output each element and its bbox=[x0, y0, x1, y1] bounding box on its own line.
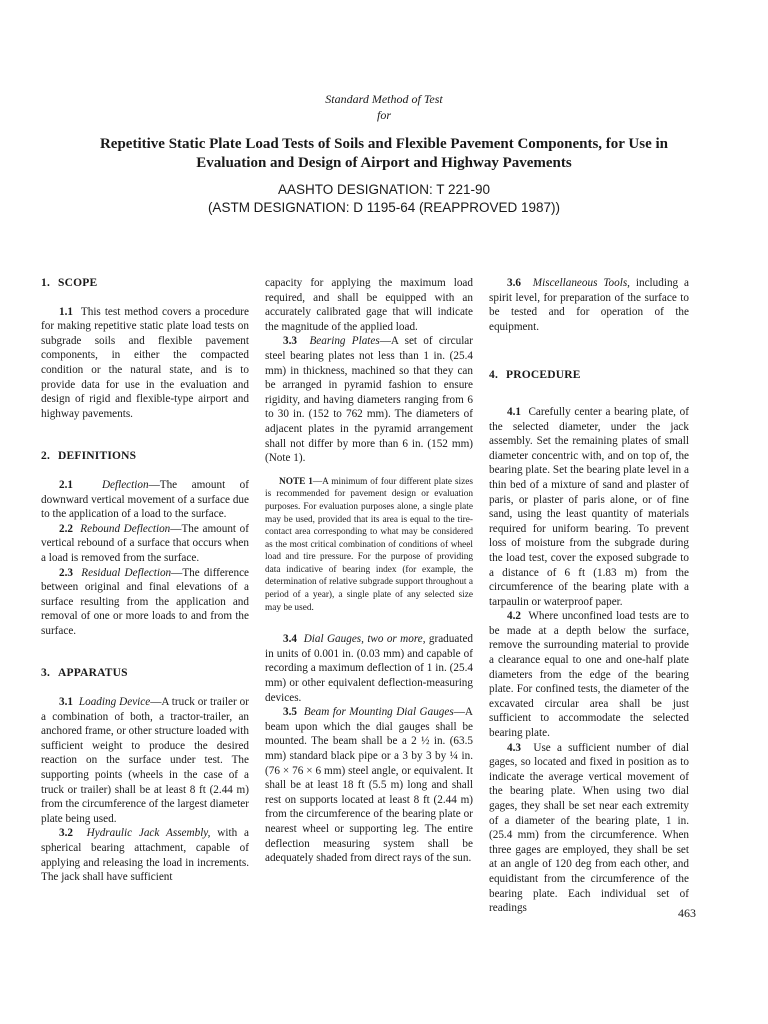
aashto-designation: AASHTO DESIGNATION: T 221-90 bbox=[277, 182, 491, 197]
paragraph-3-1: 3.1 Loading Device—A truck or trailer or a combination of both, a tractor-trailer, an anchored frame, or other structure loaded with sufficient weight to produce the desired reaction on the surface under test. The supporting points (wheels in the case of a truck or trailer) shall be at least 8 ft (2.44 m) from the circumference of the largest diameter plate being used. bbox=[41, 696, 249, 825]
paragraph-3-2-continued: capacity for applying the maximum load required, and shall be equipped with an accurately calibrated gage that will indicate the magnitude of the applied load. bbox=[265, 277, 473, 333]
paragraph-4-2: 4.2 Where unconfined load tests are to be made at a depth below the surface, remove the surrounding material to provide a clearance equal to one and one-half plate diameters from the edge of the bearing plate. For confined tests, the diameter of the excavated circular area shall be just sufficient to accommodate the selected bearing plate. bbox=[489, 610, 689, 740]
paragraph-1-1: 1.1 This test method covers a procedure for making repetitive static plate load tests on subgrade soils and flexible pavement components, in either the compacted condition or the natural state, and is to provide data for use in the evaluation and design of rigid and flexible-type airport and highway pavements. bbox=[41, 305, 249, 420]
document-title-line-2: Evaluation and Design of Airport and Highway Pavements bbox=[196, 155, 572, 171]
paragraph-4-1: 4.1 Carefully center a bearing plate, of the selected diameter, under the jack assembly. Set the remaining plates of small diameter concentric with, and on top of, the bearing plate. Set the bearing plate level in a thin bed of a mixture of sand and plaster of paris, or plaster of paris alone, or of fine sand, using the least quantity of materials required for uniform bearing. To prevent loss of moisture from the subgrade during the load test, cover the exposed subgrade to a distance of 6 ft (1.83 m) from the circumference of the bearing plate with a tarpaulin or waterproof paper. bbox=[489, 405, 689, 608]
section-heading-procedure: 4. PROCEDURE bbox=[489, 369, 581, 382]
pre-title-standard-method: Standard Method of Test bbox=[325, 92, 443, 106]
note-1: NOTE 1—A minimum of four different plate sizes is recommended for pavement design or evaluation purposes. For evaluation purposes alone, a single plate may be used, provided that its area is equal to the tire-contact area corresponding to what may be considered as the most critical combination of conditions of wheel load and tire pressure. For the purpose of providing data indicative of bearing index (for example, the determination of relative subgrade support throughout a period of a year), a single plate of any selected size may be used. bbox=[265, 476, 473, 613]
astm-designation: (ASTM DESIGNATION: D 1195-64 (REAPPROVED 1987)) bbox=[207, 200, 561, 215]
paragraph-3-4: 3.4 Dial Gauges, two or more, graduated in units of 0.001 in. (0.03 mm) and capable of recording a maximum deflection of 1 in. (25.4 mm) or other equivalent deflection-measuring devices. bbox=[265, 633, 474, 704]
section-heading-definitions: 2. DEFINITIONS bbox=[41, 450, 137, 463]
paragraph-4-3: 4.3 Use a sufficient number of dial gages, so located and fixed in position as to indicate the average vertical movement of the bearing plate. When using two dial gages, they shall be set near each extremity of a diameter of the bearing plate, 1 in. (25.4 mm) from the circumference. When three gages are employed, they shall be set at an angle of 120 deg from each other, and equidistant from the circumference of the bearing plate. Each individual set of readings bbox=[489, 741, 690, 915]
document-title-line-1: Repetitive Static Plate Load Tests of Soils and Flexible Pavement Components, for Use in bbox=[99, 136, 669, 152]
page-number: 463 bbox=[678, 906, 696, 920]
column-2 bbox=[265, 276, 473, 866]
paragraph-3-6: 3.6 Miscellaneous Tools, including a spirit level, for preparation of the surface to be tested and for operation of the equipment. bbox=[489, 277, 689, 333]
section-heading-scope: 1. SCOPE bbox=[41, 277, 98, 289]
paragraph-2-1: 2.1 Deflection—The amount of downward vertical movement of a surface due to the application of a load to the surface. bbox=[41, 478, 249, 521]
column-1 bbox=[41, 276, 249, 885]
column-3 bbox=[489, 276, 689, 916]
paragraph-3-5: 3.5 Beam for Mounting Dial Gauges—A beam upon which the dial gauges shall be mounted. The beam shall be a 2 ½ in. (63.5 mm) standard black pipe or a 3 by 3 by ¼ in. (76 × 76 × 6 mm) steel angle, or equivalent. It shall be at least 18 ft (5.5 m) long and shall rest on supports located at least 8 ft (2.44 m) from the circumference of the bearing plate or nearest wheel or supporting leg. The entire deflection measuring system shall be adequately shaded from direct rays of the sun. bbox=[265, 706, 473, 865]
paragraph-2-3: 2.3 Residual Deflection—The difference between original and final elevations of a surface resulting from the application and removal of one or more loads to and from the surface. bbox=[41, 566, 250, 637]
section-heading-apparatus: 3. APPARATUS bbox=[41, 667, 128, 680]
paragraph-2-2: 2.2 Rebound Deflection—The amount of vertical rebound of a surface that occurs when a load is removed from the surface. bbox=[41, 522, 249, 564]
pre-title-for: for bbox=[376, 108, 391, 122]
paragraph-3-3: 3.3 Bearing Plates—A set of circular steel bearing plates not less than 1 in. (25.4 mm) in thickness, machined so that they can be arranged in pyramid fashion to ensure rigidity, and having diameters ranging from 6 to 30 in. (152 to 762 mm). The diameters of adjacent plates in the pyramid arrangement shall not differ by more than 6 in. (152 mm) (Note 1). bbox=[265, 335, 473, 465]
paragraph-3-2: 3.2 Hydraulic Jack Assembly, with a spherical bearing attachment, capable of applying and releasing the load in increments. The jack shall have sufficient bbox=[41, 827, 249, 884]
